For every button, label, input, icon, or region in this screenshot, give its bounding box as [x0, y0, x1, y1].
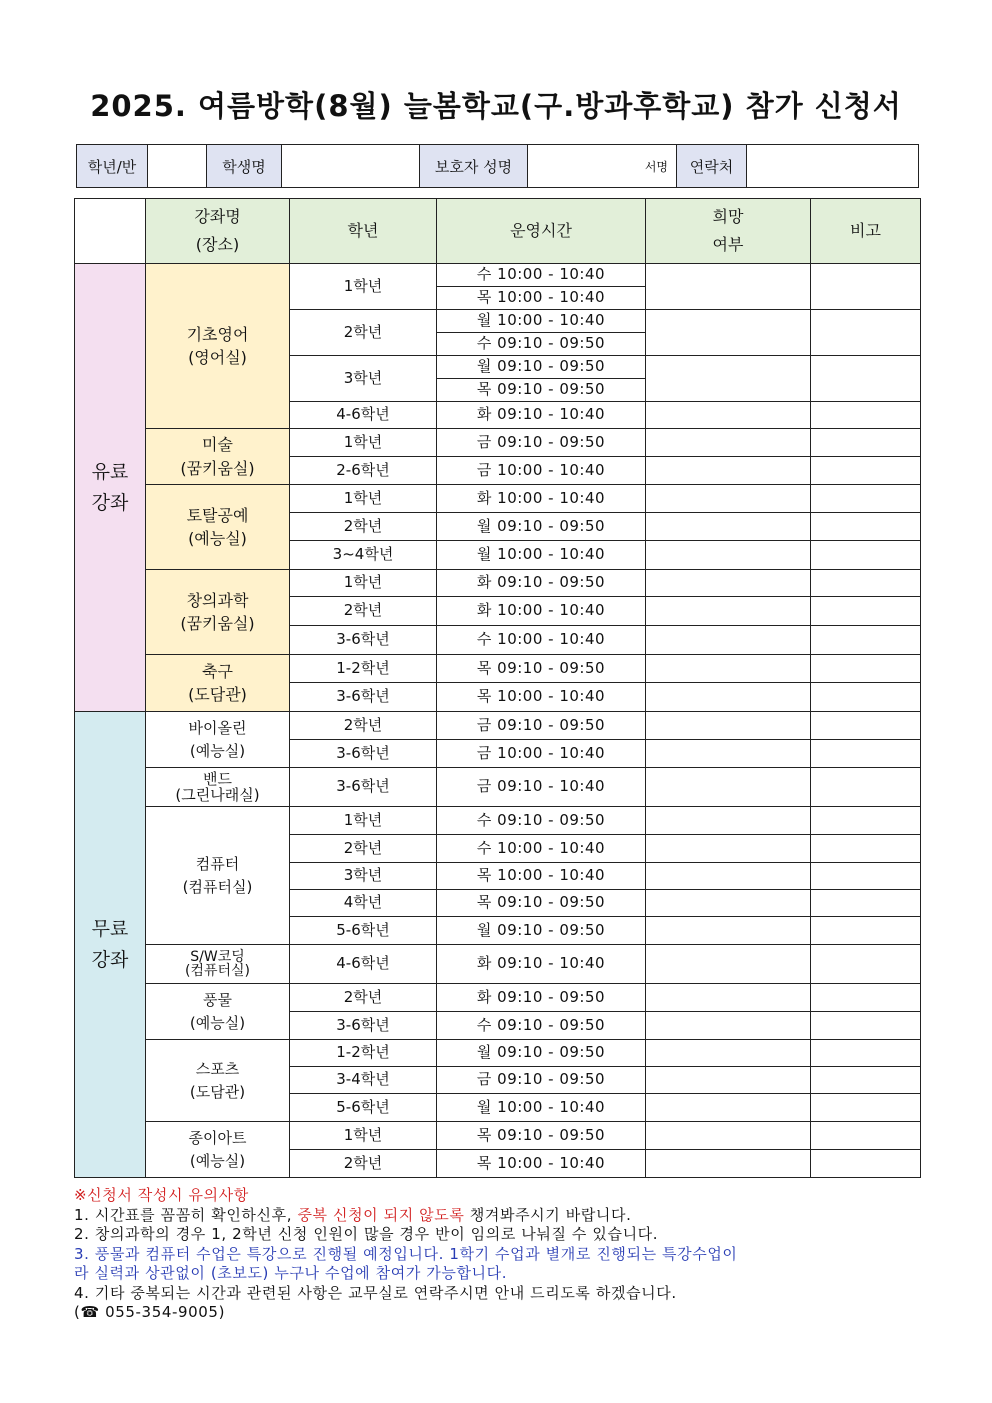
course-cell: 종이아트 (예능실) — [146, 1122, 290, 1178]
course-cell: 풍물 (예능실) — [146, 984, 290, 1040]
note-cell[interactable] — [811, 655, 921, 683]
grade-cell: 2학년 — [290, 984, 437, 1012]
want-checkbox-cell[interactable] — [646, 570, 811, 597]
time-cell: 수 10:00 - 10:40 — [437, 626, 646, 655]
table-header-row — [75, 199, 921, 264]
course-cell: 미술 (꿈키움실) — [146, 429, 290, 485]
note-cell[interactable] — [811, 917, 921, 945]
time-cell: 월 09:10 - 09:50 — [437, 917, 646, 945]
header-course: 강좌명 (장소) — [146, 199, 290, 264]
grade-cell: 3-6학년 — [290, 683, 437, 712]
note-cell[interactable] — [811, 1012, 921, 1040]
grade-cell: 2-6학년 — [290, 457, 437, 485]
grade-cell: 4학년 — [290, 890, 437, 917]
note-cell[interactable] — [811, 740, 921, 768]
time-cell: 화 10:00 - 10:40 — [437, 485, 646, 513]
contact-label: 연락처 — [677, 145, 747, 188]
grade-cell: 1-2학년 — [290, 655, 437, 683]
want-checkbox-cell[interactable] — [646, 1067, 811, 1094]
grade-cell: 3-6학년 — [290, 740, 437, 768]
time-cell: 목 09:10 - 09:50 — [437, 1122, 646, 1150]
note-2: 2. 창의과학의 경우 1, 2학년 신청 인원이 많을 경우 반이 임의로 나눠질 수 있습니다. — [74, 1225, 659, 1243]
note-cell[interactable] — [811, 457, 921, 485]
note-cell[interactable] — [811, 626, 921, 655]
time-cell: 수 10:00 - 10:40 — [437, 835, 646, 863]
grade-cell: 2학년 — [290, 513, 437, 541]
note-cell[interactable] — [811, 513, 921, 541]
time-cell: 금 10:00 - 10:40 — [437, 457, 646, 485]
course-cell: S/W코딩 (컴퓨터실) — [146, 945, 290, 984]
student-name-field[interactable] — [282, 145, 420, 188]
note-cell[interactable] — [811, 356, 921, 402]
contact-field[interactable] — [747, 145, 919, 188]
time-cell: 목 10:00 - 10:40 — [437, 1150, 646, 1178]
note-cell[interactable] — [811, 485, 921, 513]
note-cell[interactable] — [811, 1122, 921, 1150]
want-checkbox-cell[interactable] — [646, 655, 811, 683]
want-checkbox-cell[interactable] — [646, 356, 811, 402]
time-cell: 월 10:00 - 10:40 — [437, 310, 646, 333]
course-cell: 밴드 (그린나래실) — [146, 768, 290, 807]
header-note: 비고 — [811, 199, 921, 264]
want-checkbox-cell[interactable] — [646, 541, 811, 570]
table-row — [75, 655, 921, 683]
note-cell[interactable] — [811, 890, 921, 917]
table-row — [75, 945, 921, 984]
time-cell: 목 10:00 - 10:40 — [437, 287, 646, 310]
grade-cell: 1학년 — [290, 485, 437, 513]
grade-cell: 2학년 — [290, 597, 437, 626]
note-cell[interactable] — [811, 807, 921, 835]
time-cell: 금 10:00 - 10:40 — [437, 740, 646, 768]
table-row — [75, 1122, 921, 1150]
want-checkbox-cell[interactable] — [646, 1150, 811, 1178]
time-cell: 화 09:10 - 09:50 — [437, 570, 646, 597]
note-4: 4. 기타 중복되는 시간과 관련된 사항은 교무실로 연락주시면 안내 드리도록 하겠습니다. — [74, 1283, 677, 1302]
table-row — [75, 768, 921, 807]
course-cell: 축구 (도담관) — [146, 655, 290, 712]
note-cell[interactable] — [811, 945, 921, 984]
note-cell[interactable] — [811, 1067, 921, 1094]
want-checkbox-cell[interactable] — [646, 597, 811, 626]
note-cell[interactable] — [811, 310, 921, 356]
table-row — [75, 264, 921, 287]
grade-class-label: 학년/반 — [77, 145, 148, 188]
want-checkbox-cell[interactable] — [646, 485, 811, 513]
course-cell: 토탈공예 (예능실) — [146, 485, 290, 570]
want-checkbox-cell[interactable] — [646, 712, 811, 740]
time-cell: 금 09:10 - 10:40 — [437, 768, 646, 807]
course-cell: 창의과학 (꿈키움실) — [146, 570, 290, 655]
note-cell[interactable] — [811, 541, 921, 570]
time-cell: 화 09:10 - 09:50 — [437, 984, 646, 1012]
want-checkbox-cell[interactable] — [646, 429, 811, 457]
want-checkbox-cell[interactable] — [646, 683, 811, 712]
note-3-line2: 라 실력과 상관없이 (초보도) 누구나 수업에 참여가 가능합니다. — [74, 1264, 508, 1282]
want-checkbox-cell[interactable] — [646, 626, 811, 655]
note-cell[interactable] — [811, 1150, 921, 1178]
want-checkbox-cell[interactable] — [646, 457, 811, 485]
note-cell[interactable] — [811, 1040, 921, 1067]
course-cell: 스포츠 (도담관) — [146, 1040, 290, 1122]
time-cell: 월 10:00 - 10:40 — [437, 541, 646, 570]
page-title: 2025. 여름방학(8월) 늘봄학교(구.방과후학교) 참가 신청서 — [90, 89, 902, 123]
time-cell: 수 09:10 - 09:50 — [437, 333, 646, 356]
note-cell[interactable] — [811, 597, 921, 626]
table-row — [75, 429, 921, 457]
time-cell: 월 09:10 - 09:50 — [437, 1040, 646, 1067]
grade-cell: 2학년 — [290, 835, 437, 863]
note-cell[interactable] — [811, 863, 921, 890]
grade-cell: 3-6학년 — [290, 768, 437, 807]
grade-cell: 1-2학년 — [290, 1040, 437, 1067]
want-checkbox-cell[interactable] — [646, 807, 811, 835]
want-checkbox-cell[interactable] — [646, 984, 811, 1012]
signature-label: 서명 — [644, 159, 668, 174]
want-checkbox-cell[interactable] — [646, 1012, 811, 1040]
want-checkbox-cell[interactable] — [646, 1122, 811, 1150]
header-time: 운영시간 — [437, 199, 646, 264]
grade-cell: 2학년 — [290, 1150, 437, 1178]
time-cell: 화 10:00 - 10:40 — [437, 597, 646, 626]
time-cell: 화 09:10 - 10:40 — [437, 945, 646, 984]
notes-section — [74, 1186, 934, 1323]
applicant-info-table — [76, 144, 919, 188]
note-cell[interactable] — [811, 402, 921, 429]
time-cell: 목 10:00 - 10:40 — [437, 863, 646, 890]
want-checkbox-cell[interactable] — [646, 740, 811, 768]
grade-class-field[interactable] — [148, 145, 207, 188]
time-cell: 금 09:10 - 09:50 — [437, 429, 646, 457]
course-cell: 컴퓨터 (컴퓨터실) — [146, 807, 290, 945]
grade-cell: 3~4학년 — [290, 541, 437, 570]
category-free: 무료 강좌 — [75, 712, 146, 1178]
want-checkbox-cell[interactable] — [646, 310, 811, 356]
category-paid: 유료 강좌 — [75, 264, 146, 712]
grade-cell: 4-6학년 — [290, 402, 437, 429]
grade-cell: 3-4학년 — [290, 1067, 437, 1094]
table-row — [75, 712, 921, 740]
grade-cell: 2학년 — [290, 310, 437, 356]
time-cell: 수 09:10 - 09:50 — [437, 807, 646, 835]
time-cell: 화 09:10 - 10:40 — [437, 402, 646, 429]
time-cell: 월 09:10 - 09:50 — [437, 356, 646, 379]
note-cell[interactable] — [811, 835, 921, 863]
time-cell: 금 09:10 - 09:50 — [437, 712, 646, 740]
grade-cell: 1학년 — [290, 570, 437, 597]
course-cell: 기초영어 (영어실) — [146, 264, 290, 429]
note-cell[interactable] — [811, 712, 921, 740]
want-checkbox-cell[interactable] — [646, 1040, 811, 1067]
time-cell: 금 09:10 - 09:50 — [437, 1067, 646, 1094]
grade-cell: 3-6학년 — [290, 626, 437, 655]
table-row — [75, 485, 921, 513]
want-checkbox-cell[interactable] — [646, 1094, 811, 1122]
want-checkbox-cell[interactable] — [646, 768, 811, 807]
grade-cell: 1학년 — [290, 429, 437, 457]
grade-cell: 1학년 — [290, 807, 437, 835]
guardian-name-label: 보호자 성명 — [420, 145, 528, 188]
time-cell: 목 09:10 - 09:50 — [437, 890, 646, 917]
want-checkbox-cell[interactable] — [646, 264, 811, 310]
table-row — [75, 570, 921, 597]
note-cell[interactable] — [811, 768, 921, 807]
grade-cell: 2학년 — [290, 712, 437, 740]
grade-cell: 5-6학년 — [290, 1094, 437, 1122]
time-cell: 수 09:10 - 09:50 — [437, 1012, 646, 1040]
guardian-name-field[interactable] — [528, 145, 677, 188]
grade-cell: 5-6학년 — [290, 917, 437, 945]
phone-number: (☎ 055-354-9005) — [74, 1303, 226, 1321]
note-3-line1: 3. 풍물과 컴퓨터 수업은 특강으로 진행될 예정입니다. 1학기 수업과 별개로 진행되는 특강수업이 — [74, 1244, 738, 1263]
table-row — [75, 984, 921, 1012]
header-want: 희망 여부 — [646, 199, 811, 264]
time-cell: 목 09:10 - 09:50 — [437, 655, 646, 683]
time-cell: 목 09:10 - 09:50 — [437, 379, 646, 402]
grade-cell: 4-6학년 — [290, 945, 437, 984]
note-cell[interactable] — [811, 683, 921, 712]
note-cell[interactable] — [811, 264, 921, 310]
note-cell[interactable] — [811, 1094, 921, 1122]
grade-cell: 3학년 — [290, 356, 437, 402]
notes-heading: ※신청서 작성시 유의사항 — [74, 1186, 249, 1204]
note-1: 1. 시간표를 꼼꼼히 확인하신후, 중복 신청이 되지 않도록 챙겨봐주시기 바랍니다. — [74, 1205, 632, 1224]
want-checkbox-cell[interactable] — [646, 513, 811, 541]
time-cell: 수 10:00 - 10:40 — [437, 264, 646, 287]
note-cell[interactable] — [811, 429, 921, 457]
grade-cell: 1학년 — [290, 264, 437, 310]
want-checkbox-cell[interactable] — [646, 917, 811, 945]
note-cell[interactable] — [811, 570, 921, 597]
course-cell: 바이올린 (예능실) — [146, 712, 290, 768]
time-cell: 월 10:00 - 10:40 — [437, 1094, 646, 1122]
table-row — [75, 1040, 921, 1067]
course-table — [74, 198, 921, 1178]
time-cell: 월 09:10 - 09:50 — [437, 513, 646, 541]
want-checkbox-cell[interactable] — [646, 835, 811, 863]
want-checkbox-cell[interactable] — [646, 945, 811, 984]
student-name-label: 학생명 — [207, 145, 282, 188]
note-cell[interactable] — [811, 984, 921, 1012]
want-checkbox-cell[interactable] — [646, 402, 811, 429]
grade-cell: 1학년 — [290, 1122, 437, 1150]
header-category-blank — [75, 199, 146, 264]
want-checkbox-cell[interactable] — [646, 890, 811, 917]
grade-cell: 3-6학년 — [290, 1012, 437, 1040]
time-cell: 목 10:00 - 10:40 — [437, 683, 646, 712]
table-row — [75, 807, 921, 835]
header-grade: 학년 — [290, 199, 437, 264]
grade-cell: 3학년 — [290, 863, 437, 890]
want-checkbox-cell[interactable] — [646, 863, 811, 890]
